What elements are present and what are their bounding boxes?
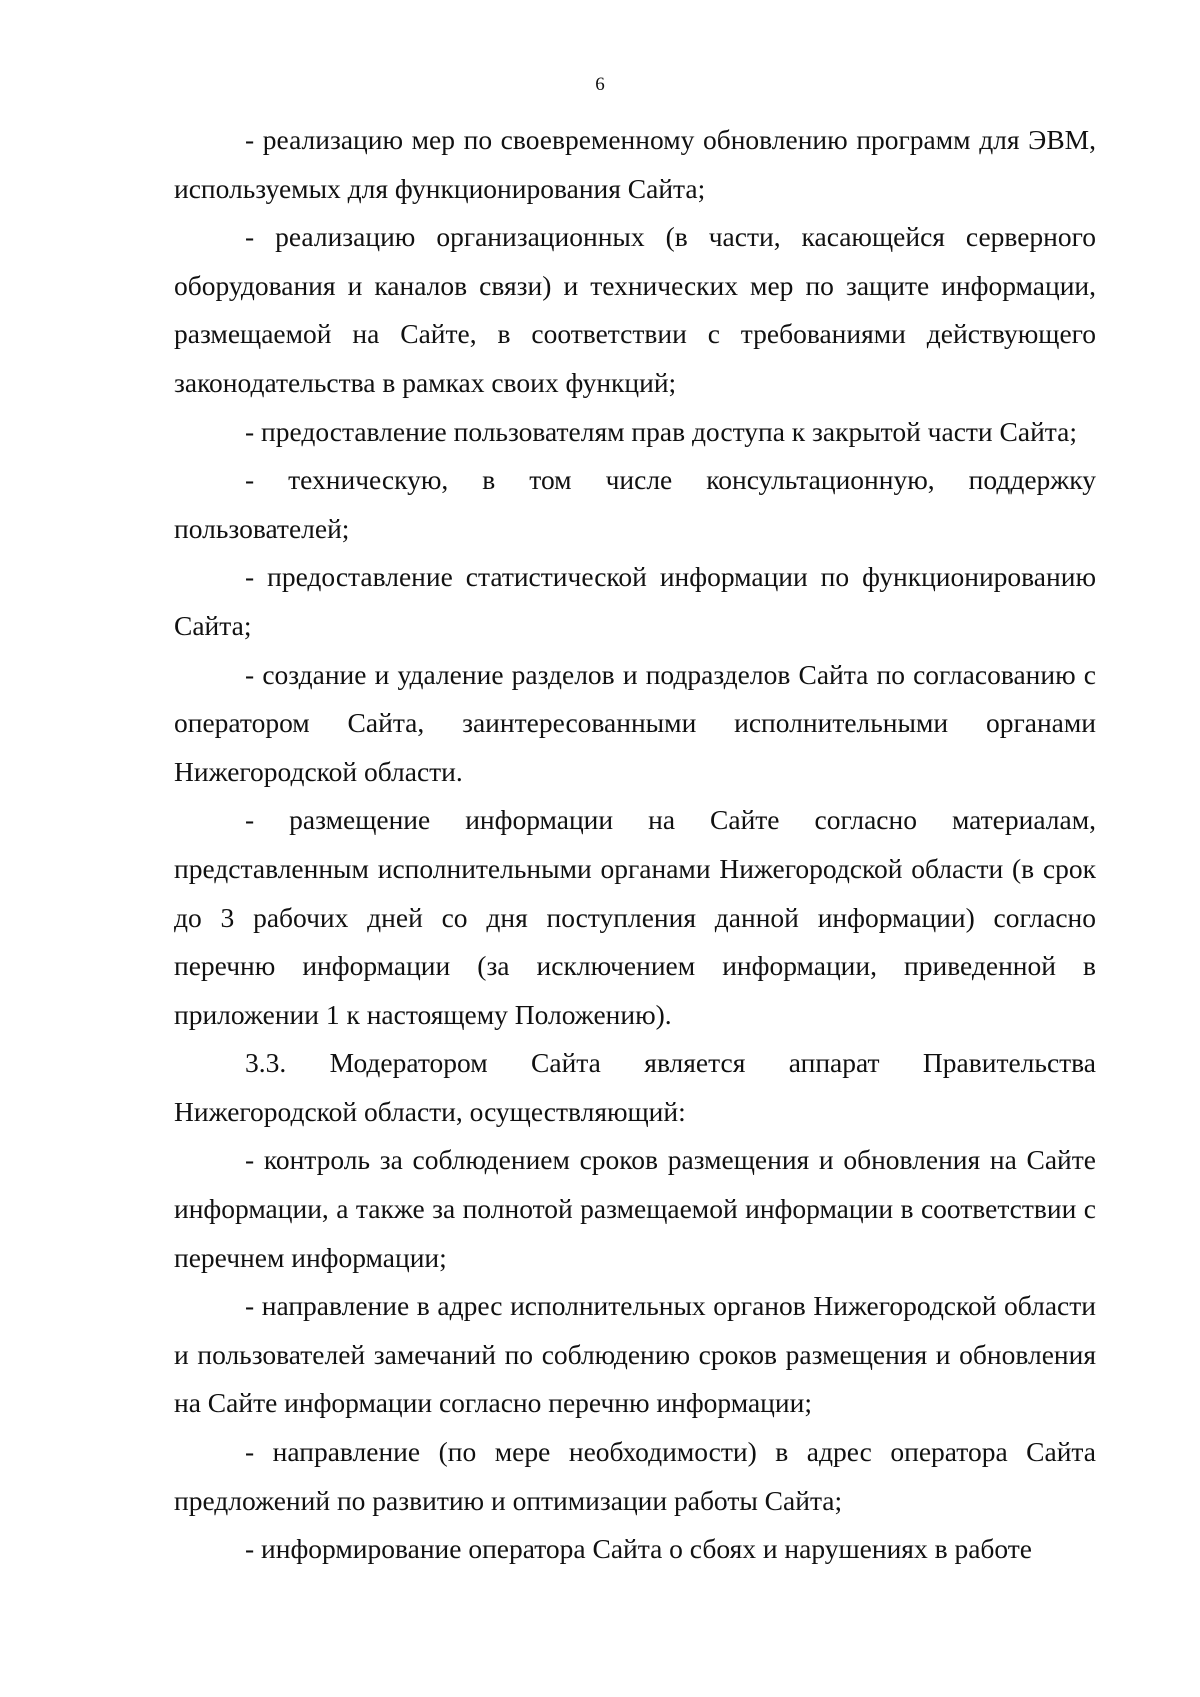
paragraph: - реализацию организационных (в части, касающейся серверного оборудования и каналов связи) и технических мер по защите информации, размещаемой на Сайте, в соответствии с требованиями действующего законодательства в рамках своих функций; [174,221,1096,398]
paragraph: - создание и удаление разделов и подразделов Сайта по согласованию с оператором Сайта, заинтересованными исполнительными органами Нижегородской области. [174,658,1096,787]
paragraph: - информирование оператора Сайта о сбоях и нарушениях в работе [245,1533,1032,1565]
paragraph: - контроль за соблюдением сроков размещения и обновления на Сайте информации, а также за полнотой размещаемой информации в соответствии с перечнем информации; [174,1144,1096,1273]
document-body [174,116,1096,1574]
section-paragraph-3-3: 3.3. Модератором Сайта является аппарат Правительства Нижегородской области, осуществляющий: [174,1047,1096,1127]
paragraph: - направление в адрес исполнительных органов Нижегородской области и пользователей замечаний по соблюдению сроков размещения и обновления на Сайте информации согласно перечню информации; [174,1290,1096,1419]
paragraph: - предоставление статистической информации по функционированию Сайта; [174,561,1096,641]
paragraph: - предоставление пользователям прав доступа к закрытой части Сайта; [245,415,1077,447]
paragraph: - техническую, в том числе консультационную, поддержку пользователей; [174,464,1096,544]
page-number: 6 [595,74,605,95]
paragraph: - размещение информации на Сайте согласно материалам, представленным исполнительными органами Нижегородской области (в срок до 3 рабочих дней со дня поступления данной информации) согласно перечню информации (за исключением информации, приведенной в приложении 1 к настоящему Положению). [174,804,1096,1030]
paragraph: - направление (по мере необходимости) в адрес оператора Сайта предложений по развитию и оптимизации работы Сайта; [174,1436,1096,1516]
paragraph: - реализацию мер по своевременному обновлению программ для ЭВМ, используемых для функционирования Сайта; [174,124,1096,204]
